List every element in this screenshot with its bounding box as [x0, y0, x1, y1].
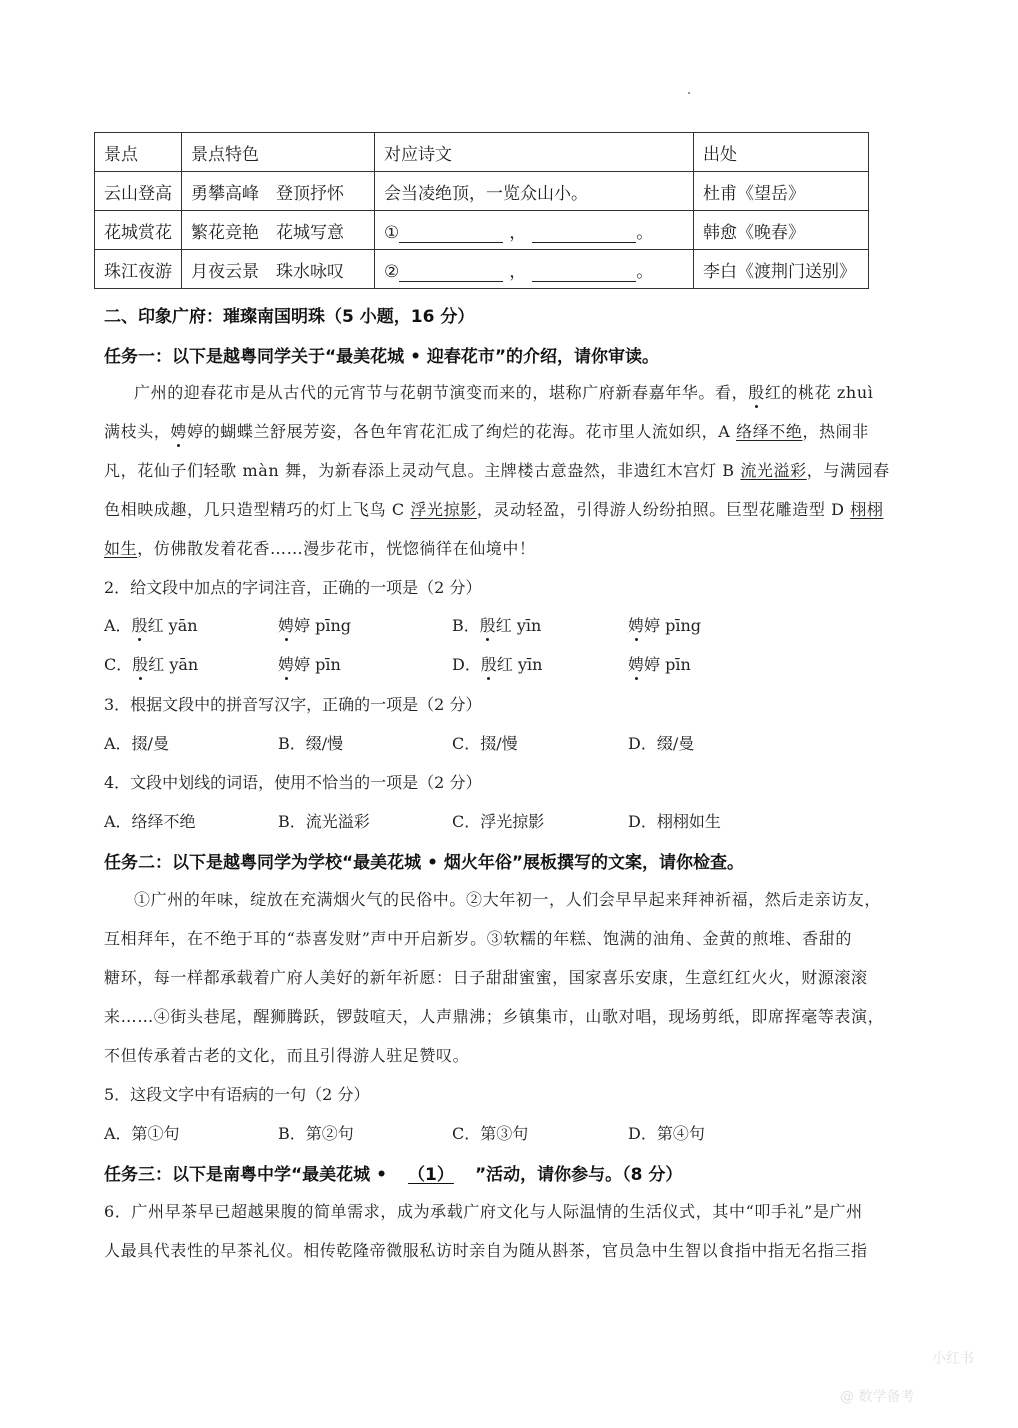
q4-option-d[interactable]: D．栩栩如生 — [628, 812, 721, 831]
underlined-term: 如生 — [104, 539, 138, 558]
answer-blank[interactable] — [399, 224, 503, 243]
blank-number: ① — [384, 222, 400, 243]
task1-line — [134, 380, 873, 403]
comma: ， — [509, 222, 527, 243]
q5-option-c[interactable]: C．第③句 — [452, 1124, 529, 1143]
q5-option-b[interactable]: B．第②句 — [278, 1124, 354, 1143]
task2-line: 糖环，每一样都承载着广府人美好的新年祈愿：日子甜甜蜜蜜，国家喜乐安康，生意红红火火，财源滚滚 — [104, 968, 868, 987]
period: 。 — [636, 261, 654, 282]
table-header-cell: 出处 — [694, 133, 869, 172]
task1-line — [104, 419, 869, 442]
text: 满枝头， — [104, 422, 171, 441]
table-cell-source: 李白《渡荆门送别》 — [694, 250, 869, 289]
text: 任务三：以下是南粤中学“最美花城 • — [104, 1165, 387, 1185]
text: 婷的蝴蝶兰舒展芳姿，各色年宵花汇成了绚烂的花海。花市里人流如织，A — [187, 422, 737, 441]
table-header-cell: 景点特色 — [182, 133, 375, 172]
q2-option-c-part2[interactable] — [278, 652, 341, 675]
table-cell-spot: 花城赏花 — [95, 211, 182, 250]
dotted-char: 殷 — [132, 655, 149, 674]
task3-title — [104, 1160, 682, 1185]
table-cell-feature: 繁花竞艳 花城写意 — [182, 211, 375, 250]
table-header-cell: 景点 — [95, 133, 182, 172]
task2-title: 任务二：以下是越粤同学为学校“最美花城 • 烟火年俗”展板撰写的文案，请你检查。 — [104, 853, 745, 873]
table-cell-spot: 珠江夜游 — [95, 250, 182, 289]
underlined-term: 栩栩 — [850, 500, 884, 519]
q5-option-a[interactable]: A．第①句 — [104, 1124, 180, 1143]
dotted-char: 娉 — [278, 616, 295, 635]
dotted-char: 殷 — [479, 616, 496, 635]
period: 。 — [636, 222, 654, 243]
task1-line — [104, 497, 883, 520]
task1-line — [104, 536, 536, 559]
q3-option-b[interactable]: B．缀/慢 — [278, 734, 344, 753]
dotted-char: 娉 — [628, 655, 645, 674]
option-label: B． — [452, 616, 480, 635]
q6-line: 6．广州早茶早已超越果腹的简单需求，成为承载广府文化与人际温情的生活仪式，其中“叩手礼”是广州 — [104, 1202, 863, 1221]
table-cell-poem — [375, 211, 694, 250]
q3-option-c[interactable]: C．掇/慢 — [452, 734, 518, 753]
option-label: A． — [104, 616, 132, 635]
q6-line: 人最具代表性的早茶礼仪。相传乾隆帝微服私访时亲自为随从斟茶，官员急中生智以食指中指无名指三指 — [104, 1241, 868, 1260]
dotted-char: 娉 — [170, 422, 188, 441]
answer-blank[interactable] — [532, 263, 636, 282]
watermark-text: @ 数学备考 — [840, 1389, 915, 1405]
table-header-cell: 对应诗文 — [375, 133, 694, 172]
comma: ， — [509, 261, 527, 282]
q2-option-a[interactable] — [104, 613, 198, 636]
q5-option-d[interactable]: D．第④句 — [628, 1124, 705, 1143]
table-cell-feature: 月夜云景 珠水咏叹 — [182, 250, 375, 289]
text: 婷 pīng — [294, 616, 352, 635]
text: 凡，花仙子们轻歌 màn 舞，为新春添上灵动气息。主牌楼古意盎然，非遗红木宫灯 B — [104, 461, 741, 480]
q5-stem: 5．这段文字中有语病的一句（2 分） — [104, 1085, 370, 1104]
table-row — [95, 211, 869, 250]
option-label: D． — [452, 655, 481, 674]
table-header-row — [95, 133, 869, 172]
table-cell-poem — [375, 250, 694, 289]
q3-option-a[interactable]: A．掇/曼 — [104, 734, 169, 753]
q3-stem: 3．根据文段中的拼音写汉字，正确的一项是（2 分） — [104, 695, 482, 714]
q4-option-a[interactable]: A．络绎不绝 — [104, 812, 196, 831]
table-cell-source: 韩愈《晚春》 — [694, 211, 869, 250]
text: 色相映成趣，几只造型精巧的灯上飞鸟 C — [104, 500, 411, 519]
underlined-term: 络绎不绝 — [736, 422, 803, 441]
table-cell-source: 杜甫《望岳》 — [694, 172, 869, 211]
q2-option-a-part2[interactable] — [278, 613, 351, 636]
watermark-logo: 小红书 — [932, 1351, 974, 1367]
task1-line — [104, 458, 890, 481]
text: 广州的迎春花市是从古代的元宵节与花朝节演变而来的，堪称广府新春嘉年华。看， — [134, 383, 749, 402]
text: ”活动，请你参与。（8 分） — [474, 1165, 683, 1185]
task1-title: 任务一：以下是越粤同学关于“最美花城 • 迎春花市”的介绍，请你审读。 — [104, 347, 660, 367]
underlined-term: 浮光掠影 — [410, 500, 477, 519]
answer-blank[interactable] — [399, 263, 503, 282]
dotted-char: 娉 — [628, 616, 645, 635]
task2-line: 互相拜年，在不绝于耳的“恭喜发财”声中开启新岁。③软糯的年糕、饱满的油角、金黄的煎堆、香甜的 — [104, 929, 852, 948]
task2-line: 不但传承着古老的文化，而且引得游人驻足赞叹。 — [104, 1046, 470, 1065]
table-row — [95, 172, 869, 211]
text: 红 yīn — [495, 616, 542, 635]
dotted-char: 殷 — [131, 616, 148, 635]
underlined-term: 流光溢彩 — [740, 461, 807, 480]
text: 婷 pīng — [644, 616, 702, 635]
text: ，与满园春 — [806, 461, 890, 480]
poem-table — [94, 132, 869, 289]
dotted-char: 殷 — [748, 383, 765, 402]
q4-option-c[interactable]: C．浮光掠影 — [452, 812, 545, 831]
answer-blank[interactable] — [532, 224, 636, 243]
table-cell-poem: 会当凌绝顶，一览众山小。 — [375, 172, 694, 211]
text: 红 yān — [147, 616, 198, 635]
text: 红的桃花 zhuì — [764, 383, 874, 402]
text: ，热闹非 — [802, 422, 869, 441]
q2-option-b-part2[interactable] — [628, 613, 701, 636]
text: 红 yān — [148, 655, 199, 674]
q2-option-d[interactable] — [452, 652, 542, 675]
text: ，灵动轻盈，引得游人纷纷拍照。巨型花雕造型 D — [476, 500, 851, 519]
scan-dot — [688, 92, 690, 94]
q3-option-d[interactable]: D．缀/曼 — [628, 734, 695, 753]
q2-stem: 2．给文段中加点的字词注音，正确的一项是（2 分） — [104, 578, 482, 597]
text: ，仿佛散发着花香……漫步花市，恍惚徜徉在仙境中！ — [137, 539, 536, 558]
q2-option-c[interactable] — [104, 652, 198, 675]
blank-number: ② — [384, 261, 400, 282]
section-title: 二、印象广府：璀璨南国明珠（5 小题，16 分） — [104, 307, 475, 327]
title-blank: （1） — [408, 1165, 454, 1185]
q4-stem: 4．文段中划线的词语，使用不恰当的一项是（2 分） — [104, 773, 482, 792]
text: 红 yīn — [496, 655, 543, 674]
dotted-char: 娉 — [278, 655, 295, 674]
q2-option-d-part2[interactable] — [628, 652, 691, 675]
table-cell-feature: 勇攀高峰 登顶抒怀 — [182, 172, 375, 211]
option-label: C． — [104, 655, 133, 674]
task2-line: 来……④街头巷尾，醒狮腾跃，锣鼓喧天，人声鼎沸；乡镇集市，山歌对唱，现场剪纸，即席挥毫等表演， — [104, 1007, 885, 1026]
q2-option-b[interactable] — [452, 613, 541, 636]
text: 婷 pīn — [294, 655, 341, 674]
table-row — [95, 250, 869, 289]
q4-option-b[interactable]: B．流光溢彩 — [278, 812, 370, 831]
text: 婷 pīn — [644, 655, 691, 674]
task2-line: ①广州的年味，绽放在充满烟火气的民俗中。②大年初一，人们会早早起来拜神祈福，然后走亲访友， — [134, 890, 882, 909]
dotted-char: 殷 — [480, 655, 497, 674]
table-cell-spot: 云山登高 — [95, 172, 182, 211]
